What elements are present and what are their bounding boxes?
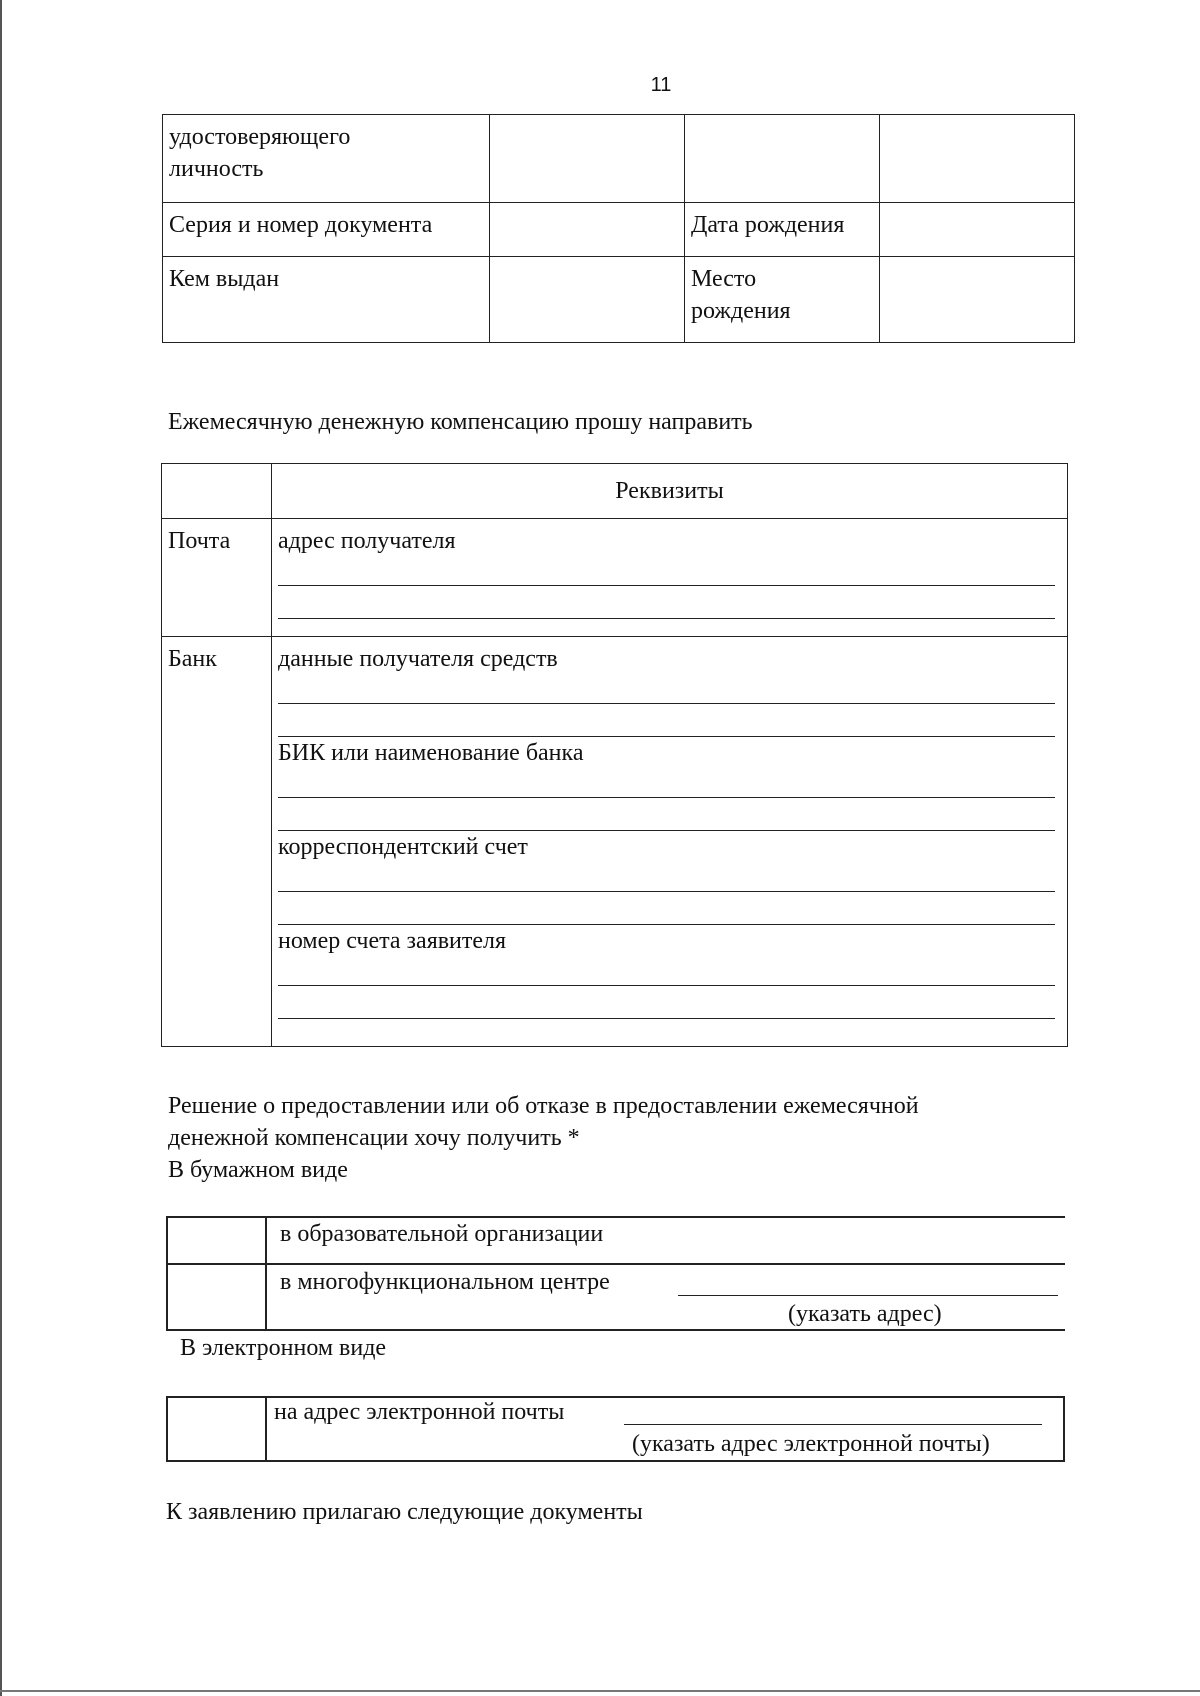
bank-bik-label: БИК или наименование банка (278, 740, 584, 766)
bank-label-cell (162, 637, 272, 1047)
mfc-address-hint: (указать адрес) (788, 1301, 942, 1327)
identity-doc-label-cell (163, 115, 490, 203)
electronic-options-block (166, 1396, 1065, 1462)
decision-text-line-2: денежной компенсации хочу получить * (168, 1125, 580, 1151)
email-address-hint: (указать адрес электронной почты) (632, 1431, 990, 1457)
issued-by-label-cell (163, 257, 490, 343)
paper-options-divider (265, 1216, 267, 1331)
requisites-header-text: Реквизиты (615, 478, 724, 504)
requisites-header (272, 464, 1068, 519)
educational-org-checkbox[interactable] (168, 1218, 264, 1262)
bank-bik-line-1[interactable] (278, 797, 1055, 798)
electronic-options-right-border (1063, 1396, 1065, 1462)
compensation-intro: Ежемесячную денежную компенсацию прошу направить (168, 409, 753, 435)
paper-options-middle-line (166, 1263, 1065, 1265)
paper-options-block (166, 1216, 1065, 1331)
electronic-options-bottom-line (166, 1460, 1065, 1462)
email-checkbox[interactable] (168, 1398, 264, 1459)
educational-org-option: в образовательной организации (280, 1221, 604, 1247)
identity-doc-extra-cell (685, 115, 880, 203)
email-address-line[interactable] (624, 1424, 1042, 1425)
issued-by-label: Кем выдан (169, 266, 280, 292)
birth-date-label-cell (685, 203, 880, 257)
bank-applicant-account-line-2[interactable] (278, 1018, 1055, 1019)
birth-place-value-cell[interactable] (880, 257, 1075, 343)
bank-applicant-account-line-1[interactable] (278, 985, 1055, 986)
identity-doc-value-cell[interactable] (490, 115, 685, 203)
electronic-form-heading: В электронном виде (180, 1335, 387, 1361)
mfc-option: в многофункциональном центре (280, 1269, 610, 1295)
requisites-header-empty (162, 464, 272, 519)
page-number: 11 (650, 74, 672, 96)
email-option: на адрес электронной почты (274, 1399, 565, 1425)
bank-label: Банк (168, 646, 217, 672)
series-number-label: Серия и номер документа (169, 212, 433, 238)
identity-doc-label: удостоверяющего личность (169, 124, 351, 182)
bank-recipient-data-label: данные получателя средств (278, 646, 558, 672)
post-field-cell (272, 519, 1068, 637)
mfc-checkbox[interactable] (168, 1265, 264, 1328)
post-recipient-address-label: адрес получателя (278, 528, 456, 554)
post-address-line-1[interactable] (278, 585, 1055, 586)
birth-place-label-cell (685, 257, 880, 343)
mfc-address-line[interactable] (678, 1295, 1058, 1296)
bank-applicant-account-label: номер счета заявителя (278, 928, 507, 954)
bank-corr-account-line-1[interactable] (278, 891, 1055, 892)
identity-document-table (162, 114, 1075, 343)
birth-place-label: Место рождения (691, 266, 791, 324)
birth-date-label: Дата рождения (691, 212, 845, 238)
decision-text-line-1: Решение о предоставлении или об отказе в предоставлении ежемесячной (168, 1093, 919, 1119)
series-number-label-cell (163, 203, 490, 257)
page-edge-left (0, 0, 2, 1696)
identity-doc-extra-value-cell[interactable] (880, 115, 1075, 203)
electronic-options-divider (265, 1396, 267, 1462)
requisites-table (161, 463, 1068, 1047)
post-label: Почта (168, 528, 231, 554)
post-address-line-2[interactable] (278, 618, 1055, 619)
bank-corr-account-label: корреспондентский счет (278, 834, 528, 860)
paper-form-heading: В бумажном виде (168, 1157, 348, 1183)
birth-date-value-cell[interactable] (880, 203, 1075, 257)
post-label-cell (162, 519, 272, 637)
issued-by-value-cell[interactable] (490, 257, 685, 343)
series-number-value-cell[interactable] (490, 203, 685, 257)
page-edge-bottom (0, 1690, 1200, 1692)
bank-fields-cell (272, 637, 1068, 1047)
attachments-text: К заявлению прилагаю следующие документы (166, 1499, 643, 1525)
bank-recipient-line-1[interactable] (278, 703, 1055, 704)
